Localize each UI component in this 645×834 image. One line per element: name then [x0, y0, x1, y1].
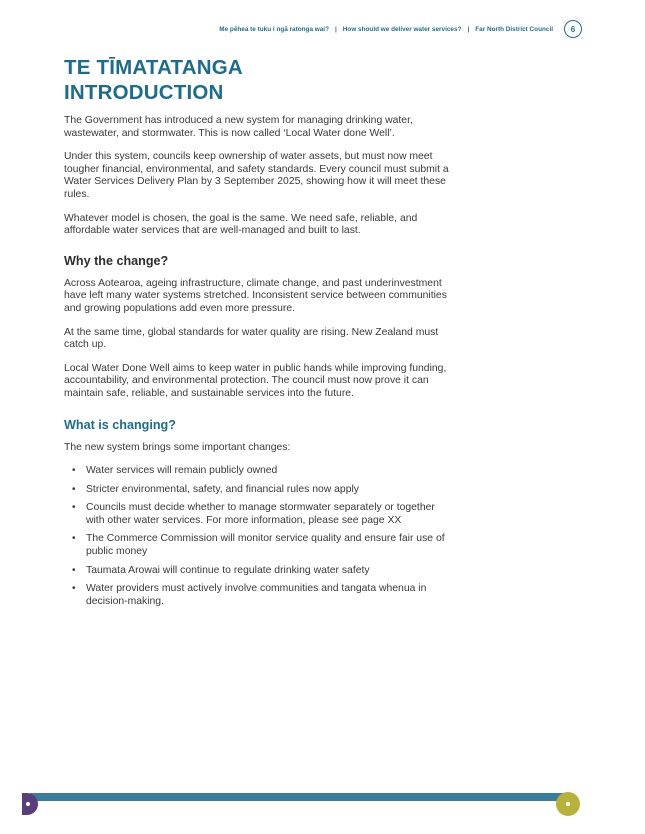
list-item: • Taumata Arowai will continue to regulate drinking water safety [72, 564, 370, 576]
why-paragraph: Local Water Done Well aims to keep water in public hands while improving funding, accountability, and environmental protection. The council must now prove it can maintain safe, reliable, and sustainable services into the future. [64, 362, 447, 399]
why-change-heading: Why the change? [64, 253, 169, 268]
running-header [219, 19, 553, 39]
what-changing-heading: What is changing? [64, 417, 176, 432]
bullet-icon: • [72, 502, 76, 514]
intro-paragraph: The Government has introduced a new system for managing drinking water, wastewater, and stormwater. This is now called ‘Local Water done Well’. [64, 115, 413, 139]
list-item: • The Commerce Commission will monitor service quality and ensure fair use of public money [72, 533, 445, 558]
header-separator: | [335, 25, 337, 33]
list-item: • Councils must decide whether to manage stormwater separately or together with other water services. For more information, please see page XX [72, 502, 435, 526]
header-maori-title: Me pēhea te tuku i ngā ratonga wai? [219, 25, 329, 33]
page-title [64, 55, 456, 105]
list-item: • Stricter environmental, safety, and financial rules now apply [72, 483, 359, 495]
header-separator: | [467, 25, 470, 33]
footer-left-dot [26, 802, 30, 806]
changing-lead: The new system brings some important changes: [64, 441, 291, 453]
bullet-icon: • [72, 483, 76, 495]
header-council-name: Far North District Council [475, 25, 553, 33]
footer-bar [30, 793, 570, 801]
intro-paragraph: Whatever model is chosen, the goal is the same. We need safe, reliable, and affordable water services that are well-managed and built to last. [64, 212, 418, 237]
list-item: • Water services will remain publicly owned [72, 465, 278, 477]
changes-list [64, 465, 456, 608]
main-content [64, 55, 456, 614]
bullet-icon: • [72, 533, 76, 545]
list-item: • Water providers must actively involve communities and tangata whenua in decision-making. [72, 583, 427, 607]
page-title-maori: TE TĪMATATANGA [64, 56, 243, 79]
bullet-icon: • [72, 564, 76, 576]
page-title-english: INTRODUCTION [64, 81, 224, 104]
header-english-title: How should we deliver water services? [342, 25, 462, 33]
why-paragraph: At the same time, global standards for water quality are rising. New Zealand must catch up. [64, 326, 439, 351]
footer-right-dot [566, 802, 570, 806]
why-paragraph: Across Aotearoa, ageing infrastructure, climate change, and past underinvestment have left many water systems stretched. Inconsistent service between communities and growing populations add even more pressure. [64, 277, 447, 314]
intro-paragraph: Under this system, councils keep ownership of water assets, but must now meet tougher financial, environmental, and safety standards. Every council must submit a Water Services Delivery Plan by 3 September 2025, showing how it will meet these rules. [64, 151, 449, 200]
footer-right-circle-icon [556, 792, 580, 816]
page-number: 6 [570, 24, 576, 34]
footer-left-circle-icon [22, 793, 38, 815]
bullet-icon: • [72, 583, 76, 595]
page-number-badge [564, 20, 582, 38]
bullet-icon: • [72, 465, 76, 477]
